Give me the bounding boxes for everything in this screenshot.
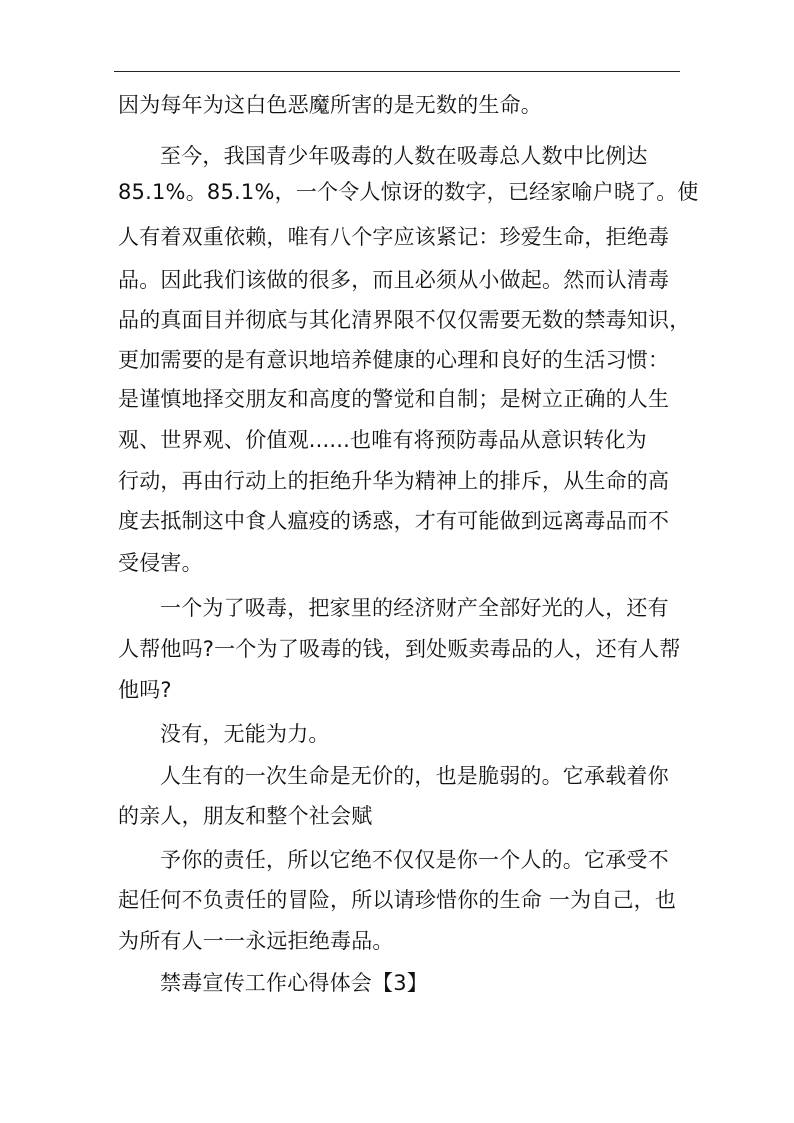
- text-line: 更加需要的是有意识地培养健康的心理和良好的生活习惯：: [118, 348, 670, 372]
- text-line: 品的真面目并彻底与其化清界限不仅仅需要无数的禁毒知识，: [118, 308, 691, 332]
- text-line: 85.1%。85.1%，一个令人惊讶的数字，已经家喻户晓了。使: [118, 180, 699, 204]
- text-line: 观、世界观、价值观......也唯有将预防毒品从意识转化为: [118, 428, 647, 452]
- header-rule: [114, 71, 680, 72]
- section-heading: 禁毒宣传工作心得体会【3】: [160, 971, 428, 995]
- text-line: 起任何不负责任的冒险，所以请珍惜你的生命 一为自己，也: [118, 888, 677, 912]
- text-line: 一个为了吸毒，把家里的经济财产全部好光的人，还有: [160, 596, 669, 620]
- text-line: 人有着双重依赖，唯有八个字应该紧记：珍爱生命，拒绝毒: [118, 225, 670, 249]
- text-line: 品。因此我们该做的很多，而且必须从小做起。然而认清毒: [118, 268, 670, 292]
- text-line: 行动，再由行动上的拒绝升华为精神上的排斥，从生命的高: [118, 469, 670, 493]
- text-line: 度去抵制这中食人瘟疫的诱惑，才有可能做到远离毒品而不: [118, 509, 670, 533]
- text-line: 至今，我国青少年吸毒的人数在吸毒总人数中比例达: [160, 144, 648, 168]
- text-line: 人生有的一次生命是无价的，也是脆弱的。它承载着你: [160, 764, 669, 788]
- text-line: 予你的责任，所以它绝不仅仅是你一个人的。它承受不: [160, 848, 669, 872]
- text-line: 是谨慎地择交朋友和高度的警觉和自制；是树立正确的人生: [118, 387, 670, 411]
- text-line: 他吗?: [118, 678, 172, 702]
- text-line: 的亲人，朋友和整个社会赋: [118, 804, 373, 828]
- text-line: 人帮他吗?一个为了吸毒的钱，到处贩卖毒品的人，还有人帮: [118, 637, 681, 661]
- text-line: 因为每年为这白色恶魔所害的是无数的生命。: [118, 93, 542, 117]
- text-line: 为所有人一一永远拒绝毒品。: [118, 929, 394, 953]
- text-line: 没有，无能为力。: [160, 722, 330, 746]
- text-line: 受侵害。: [118, 551, 203, 575]
